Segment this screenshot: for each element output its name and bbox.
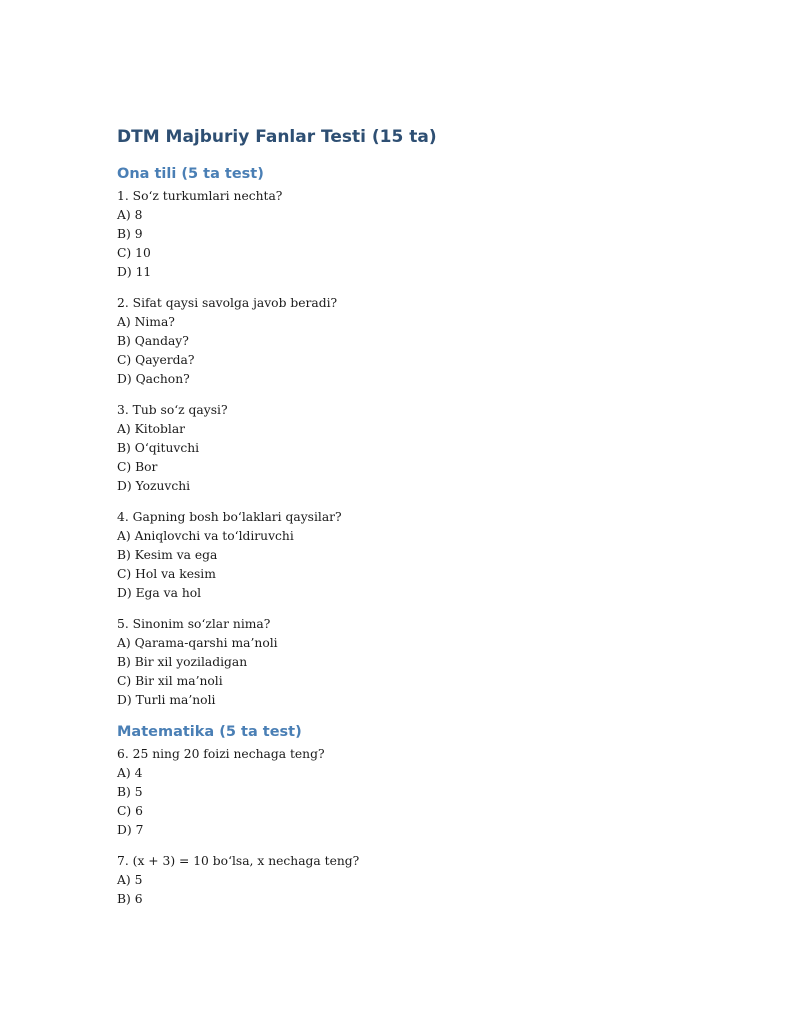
- answer-option: C) Hol va kesim: [117, 567, 216, 581]
- answer-option: A) 4: [117, 766, 143, 780]
- answer-option: B) Qanday?: [117, 334, 189, 348]
- section-matematika: [117, 720, 717, 909]
- question-3: [117, 401, 717, 496]
- question-text: 2. Sifat qaysi savolga javob beradi?: [117, 296, 338, 310]
- answer-option: A) Kitoblar: [117, 422, 186, 436]
- answer-option: C) Bor: [117, 460, 158, 474]
- question-5: [117, 615, 717, 710]
- answer-option: B) Bir xil yoziladigan: [117, 655, 248, 669]
- answer-option: D) Yozuvchi: [117, 479, 191, 493]
- answer-option: A) Nima?: [117, 315, 175, 329]
- question-text: 7. (x + 3) = 10 bo‘lsa, x nechaga teng?: [117, 854, 360, 868]
- section-ona-tili: [117, 162, 717, 710]
- answer-option: D) Turli ma’noli: [117, 693, 216, 707]
- question-1: [117, 187, 717, 282]
- question-text: 3. Tub so‘z qaysi?: [117, 403, 228, 417]
- question-text: 4. Gapning bosh bo‘laklari qaysilar?: [117, 510, 342, 524]
- answer-option: B) 6: [117, 892, 143, 906]
- question-7: [117, 852, 717, 909]
- question-6: [117, 745, 717, 840]
- answer-option: A) Aniqlovchi va to‘ldiruvchi: [117, 529, 294, 543]
- answer-option: A) Qarama-qarshi ma’noli: [117, 636, 278, 650]
- question-text: 1. So‘z turkumlari nechta?: [117, 189, 283, 203]
- answer-option: D) 7: [117, 823, 144, 837]
- answer-option: B) 9: [117, 227, 143, 241]
- question-text: 6. 25 ning 20 foizi nechaga teng?: [117, 747, 325, 761]
- answer-option: D) 11: [117, 265, 152, 279]
- answer-option: C) 6: [117, 804, 143, 818]
- document-content: [117, 124, 717, 919]
- section-heading: Ona tili (5 ta test): [117, 166, 264, 182]
- question-text: 5. Sinonim so‘zlar nima?: [117, 617, 271, 631]
- answer-option: A) 5: [117, 873, 143, 887]
- document-title: DTM Majburiy Fanlar Testi (15 ta): [117, 127, 437, 147]
- question-4: [117, 508, 717, 603]
- answer-option: C) Bir xil ma’noli: [117, 674, 223, 688]
- answer-option: B) Kesim va ega: [117, 548, 218, 562]
- question-2: [117, 294, 717, 389]
- answer-option: A) 8: [117, 208, 143, 222]
- answer-option: B) 5: [117, 785, 143, 799]
- answer-option: C) Qayerda?: [117, 353, 195, 367]
- answer-option: B) O‘qituvchi: [117, 441, 200, 455]
- answer-option: D) Qachon?: [117, 372, 190, 386]
- section-heading: Matematika (5 ta test): [117, 724, 302, 740]
- answer-option: C) 10: [117, 246, 151, 260]
- answer-option: D) Ega va hol: [117, 586, 202, 600]
